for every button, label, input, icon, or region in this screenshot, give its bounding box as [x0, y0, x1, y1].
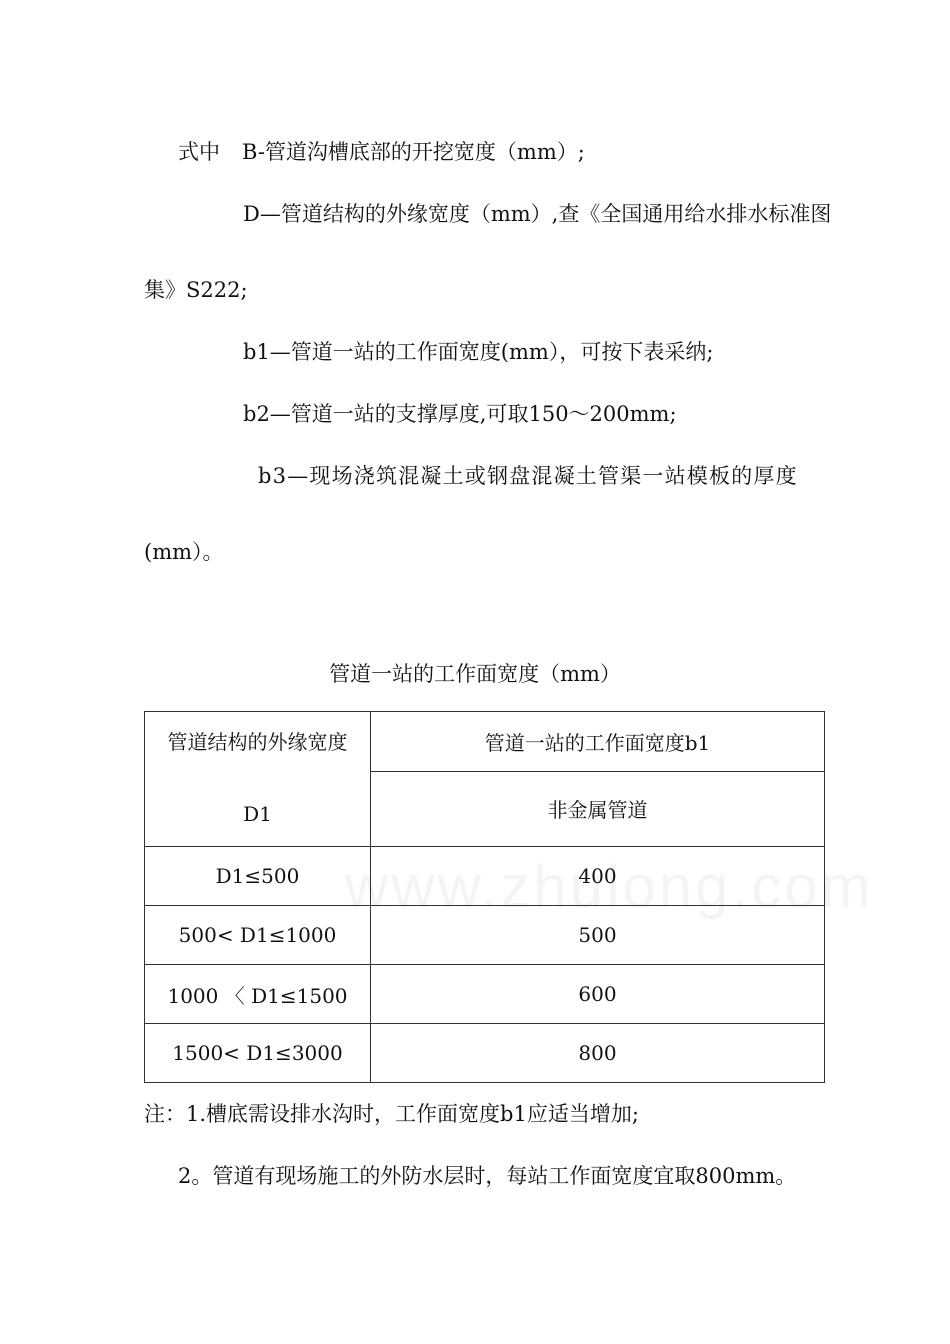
range-cell: 1000 〈 D1≤1500	[145, 965, 371, 1024]
range-cell: 500< D1≤1000	[145, 906, 371, 965]
table-title: 管道一站的工作面宽度（mm）	[329, 662, 621, 686]
header-work-width-label: 管道一站的工作面宽度b1	[371, 712, 825, 772]
formula-b-definition: B-管道沟槽底部的开挖宽度（mm）;	[242, 140, 585, 164]
header-outer-width-label: 管道结构的外缘宽度	[167, 730, 348, 754]
range-cell: D1≤500	[145, 847, 371, 906]
d-definition-line: D—管道结构的外缘宽度（mm）,查《全国通用给水排水标准图	[243, 202, 832, 226]
value-cell: 500	[371, 906, 825, 965]
b2-definition-line: b2—管道一站的支撑厚度,可取150～200mm;	[243, 402, 677, 426]
table-row	[145, 965, 825, 1024]
table-header-row	[145, 712, 825, 772]
table-row	[145, 1024, 825, 1083]
value-cell: 600	[371, 965, 825, 1024]
note-1: 注：1.槽底需设排水沟时，工作面宽度b1应适当增加;	[144, 1102, 639, 1126]
formula-prefix: 式中	[178, 140, 220, 164]
b1-definition-line: b1—管道一站的工作面宽度(mm），可按下表采纳;	[243, 340, 714, 364]
value-cell: 400	[371, 847, 825, 906]
note-2: 2。管道有现场施工的外防水层时，每站工作面宽度宜取800mm。	[178, 1164, 797, 1188]
b3-definition-line: b3—现场浇筑混凝土或钢盘混凝土管渠一站模板的厚度	[258, 464, 798, 488]
header-d1-label: D1	[243, 802, 272, 826]
header-nonmetal-pipe-label: 非金属管道	[371, 771, 825, 846]
range-cell: 1500< D1≤3000	[145, 1024, 371, 1083]
b3-definition-continuation: (mm）。	[144, 540, 224, 564]
watermark	[345, 852, 874, 921]
header-outer-width-cell	[145, 712, 371, 847]
d-definition-continuation: 集》S222;	[144, 278, 248, 302]
formula-intro-line	[178, 138, 585, 166]
value-cell: 800	[371, 1024, 825, 1083]
